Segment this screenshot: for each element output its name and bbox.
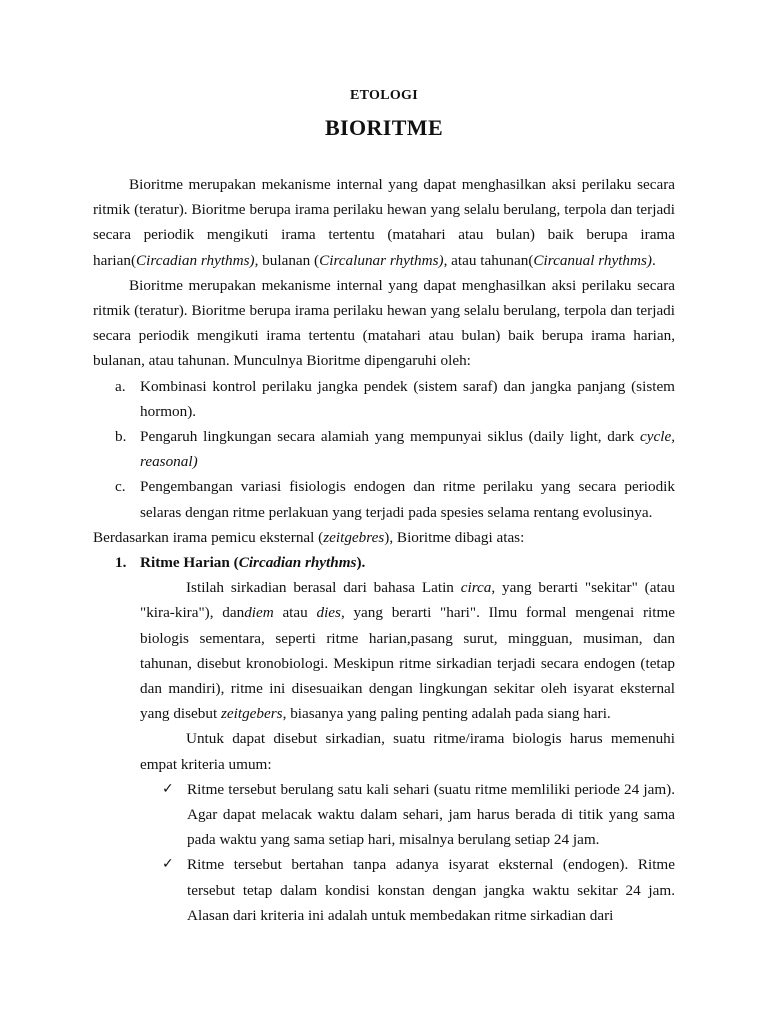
list-item-text: Kombinasi kontrol perilaku jangka pendek (sistem saraf) dan jangka panjang (sistem hormon). [140,377,675,420]
paragraph-criteria: Untuk dapat disebut sirkadian, suatu ritme/irama biologis harus memenuhi empat kriteria umum: [140,730,675,773]
list-item [115,474,675,524]
paragraph-circadian: Istilah sirkadian berasal dari bahasa Latin circa, yang berarti "sekitar" (atau "kira-kira"), dandiem atau dies, yang berarti "hari". Ilmu formal mengenai ritme biologis sementara, seperti ritme harian,pasang surut, mingguan, musiman, dan tahunan, disebut kronobiologi. Meskipun ritme sirkadian terjadi secara endogen (tetap dan mandiri), ritme ini disesuaikan dengan lingkungan sekitar oleh isyarat eksternal yang disebut zeitgebers, biasanya yang paling penting adalah pada siang hari. [140,579,676,723]
checkmark-icon: ✓ [162,780,174,797]
paragraph-classification: Berdasarkan irama pemicu eksternal (zeitgebres), Bioritme dibagi atas: [93,528,525,546]
paragraph-definition: Bioritme merupakan mekanisme internal yang dapat menghasilkan aksi perilaku secara ritmik (teratur). Bioritme berupa irama perilaku hewan yang selalu berulang, terpola dan terjadi secara periodik mengikuti irama tertentu (matahari atau bulan) baik berupa irama harian, bulanan, atau tahunan. Munculnya Bioritme dipengaruhi oleh: [93,276,675,370]
list-item [115,424,675,474]
list-item [115,374,675,424]
checklist-item-text: Ritme tersebut bertahan tanpa adanya isyarat eksternal (endogen). Ritme tersebut tetap dalam kondisi konstan dengan jangka waktu sekitar 24 jam. Alasan dari kriteria ini adalah untuk membedakan ritme sirkadian dari [187,856,675,924]
section-title: Ritme Harian (Circadian rhythms). [140,554,366,572]
list-item-text: Pengaruh lingkungan secara alamiah yang mempunyai siklus (daily light, dark cycle, reasonal) [140,428,675,471]
list-item-text: Pengembangan variasi fisiologis endogen dan ritme perilaku yang secara periodik selaras dengan ritme perlakuan yang terjadi pada spesies selama rentang evolusinya. [140,478,675,521]
section-heading [115,550,675,575]
list-marker: c. [115,478,126,496]
section-number: 1. [115,554,127,572]
list-marker: b. [115,428,127,446]
document-body [93,172,675,928]
list-marker: a. [115,377,126,395]
checklist-item [162,777,675,853]
checklist-item [162,852,675,928]
paragraph-intro: Bioritme merupakan mekanisme internal yang dapat menghasilkan aksi perilaku secara ritmik (teratur). Bioritme berupa irama perilaku hewan yang selalu berulang, terpola dan terjadi secara periodik mengikuti irama tertentu (matahari atau bulan) baik berupa irama harian(Circadian rhythms), bulanan (Circalunar rhythms), atau tahunan(Circanual rhythms). [93,176,675,269]
course-label: ETOLOGI [350,88,418,103]
checklist-item-text: Ritme tersebut berulang satu kali sehari (suatu ritme memliliki periode 24 jam). Agar dapat melacak waktu dalam sehari, jam harus berada di titik yang sama pada waktu yang sama setiap hari, misalnya berulang setiap 24 jam. [187,780,675,849]
checkmark-icon: ✓ [162,856,174,873]
page-title: BIORITME [324,115,444,140]
